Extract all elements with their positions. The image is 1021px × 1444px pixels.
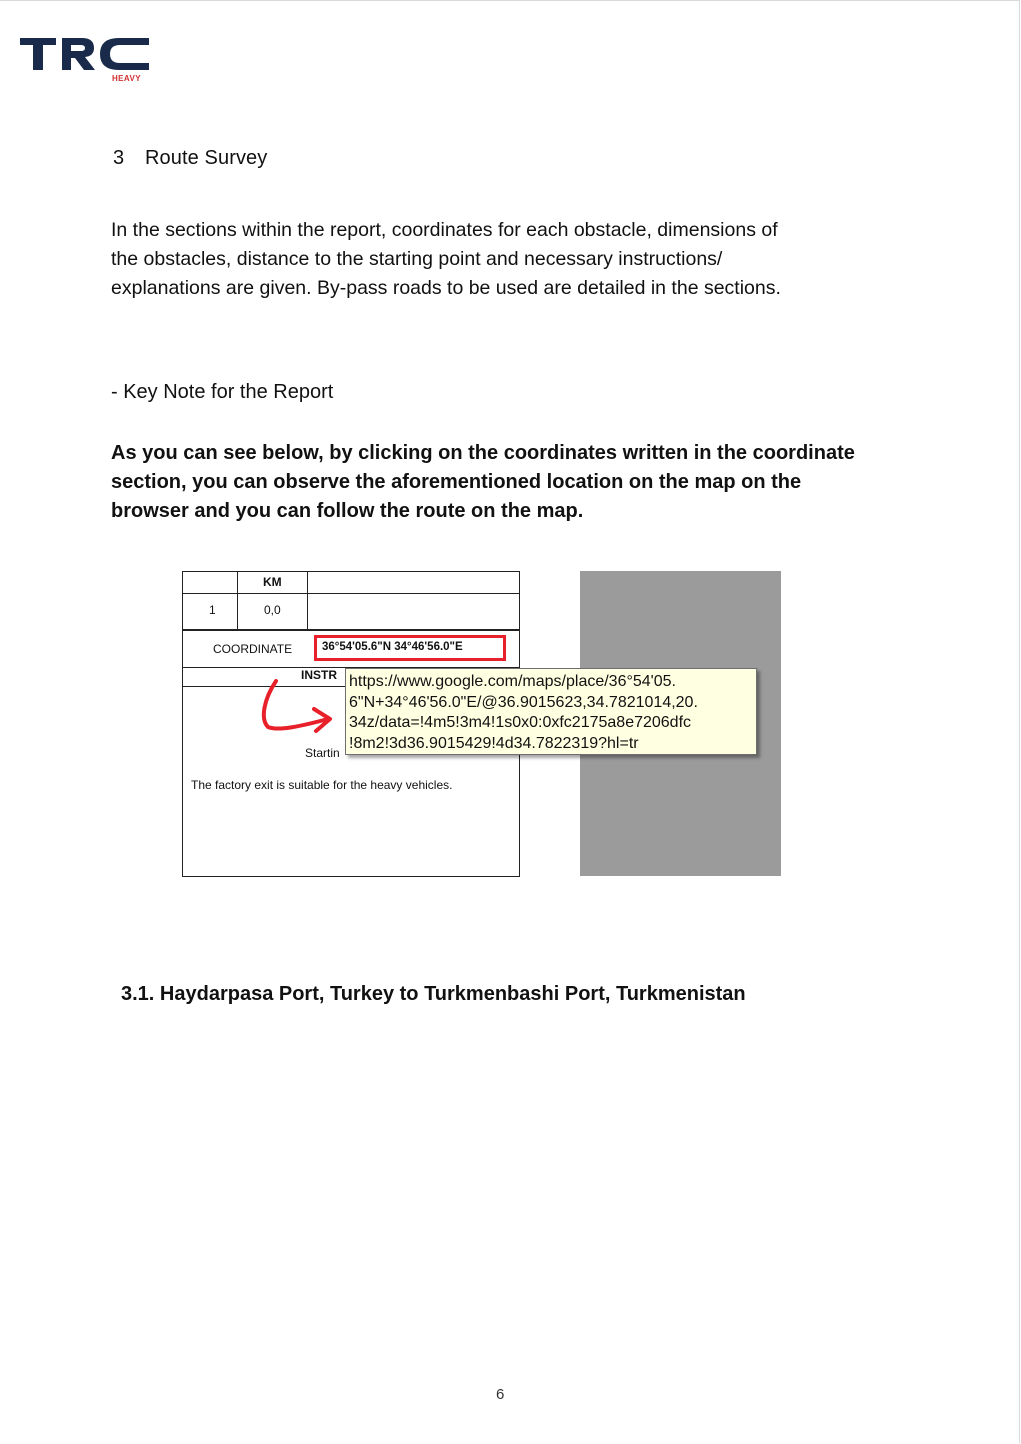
table-rule — [307, 572, 308, 629]
tooltip-line: 6"N+34°46'56.0"E/@36.9015623,34.7821014,20. — [349, 693, 698, 711]
paragraph-line: explanations are given. By-pass roads to be used are detailed in the sections. — [111, 277, 781, 299]
coordinate-link[interactable]: 36°54'05.6"N 34°46'56.0"E — [314, 635, 506, 661]
page-number: 6 — [496, 1386, 505, 1403]
section-heading — [113, 147, 267, 170]
factory-exit-note: The factory exit is suitable for the heavy vehicles. — [191, 778, 453, 792]
coordinate-example-figure — [182, 571, 782, 877]
section-title: Route Survey — [145, 147, 268, 169]
row-number: 1 — [209, 603, 216, 617]
key-note-heading: - Key Note for the Report — [111, 381, 334, 403]
link-tooltip — [345, 668, 757, 755]
key-note-paragraph — [111, 439, 911, 526]
km-value: 0,0 — [264, 603, 281, 617]
table-rule — [237, 572, 238, 629]
paragraph-line: the obstacles, distance to the starting point and necessary instructions/ — [111, 248, 723, 270]
section-number: 3 — [113, 147, 125, 169]
paragraph-line: In the sections within the report, coordinates for each obstacle, dimensions of — [111, 219, 778, 241]
trc-heavy-logo — [18, 34, 152, 84]
tooltip-line: https://www.google.com/maps/place/36°54'05. — [349, 673, 676, 690]
intro-paragraph — [111, 216, 901, 303]
key-note-line: browser and you can follow the route on the map. — [111, 500, 584, 522]
red-arrow-icon — [258, 679, 338, 741]
subsection-heading: 3.1. Haydarpasa Port, Turkey to Turkmenbashi Port, Turkmenistan — [121, 983, 746, 1005]
instructions-label: INSTR — [301, 668, 337, 682]
table-rule — [183, 593, 519, 594]
key-note-line: As you can see below, by clicking on the coordinates written in the coordinate — [111, 442, 855, 464]
tooltip-line: 34z/data=!4m5!3m4!1s0x0:0xfc2175a8e7206dfc — [349, 714, 692, 731]
key-note-line: section, you can observe the aforementioned location on the map on the — [111, 471, 802, 493]
km-header: KM — [263, 575, 282, 589]
coordinate-label: COORDINATE — [213, 642, 293, 656]
svg-text:HEAVY: HEAVY — [112, 74, 141, 83]
starting-point-label: Startin — [305, 746, 340, 760]
tooltip-line: !8m2!3d36.9015429!4d34.7822319?hl=tr — [349, 734, 639, 752]
table-rule — [183, 629, 519, 631]
